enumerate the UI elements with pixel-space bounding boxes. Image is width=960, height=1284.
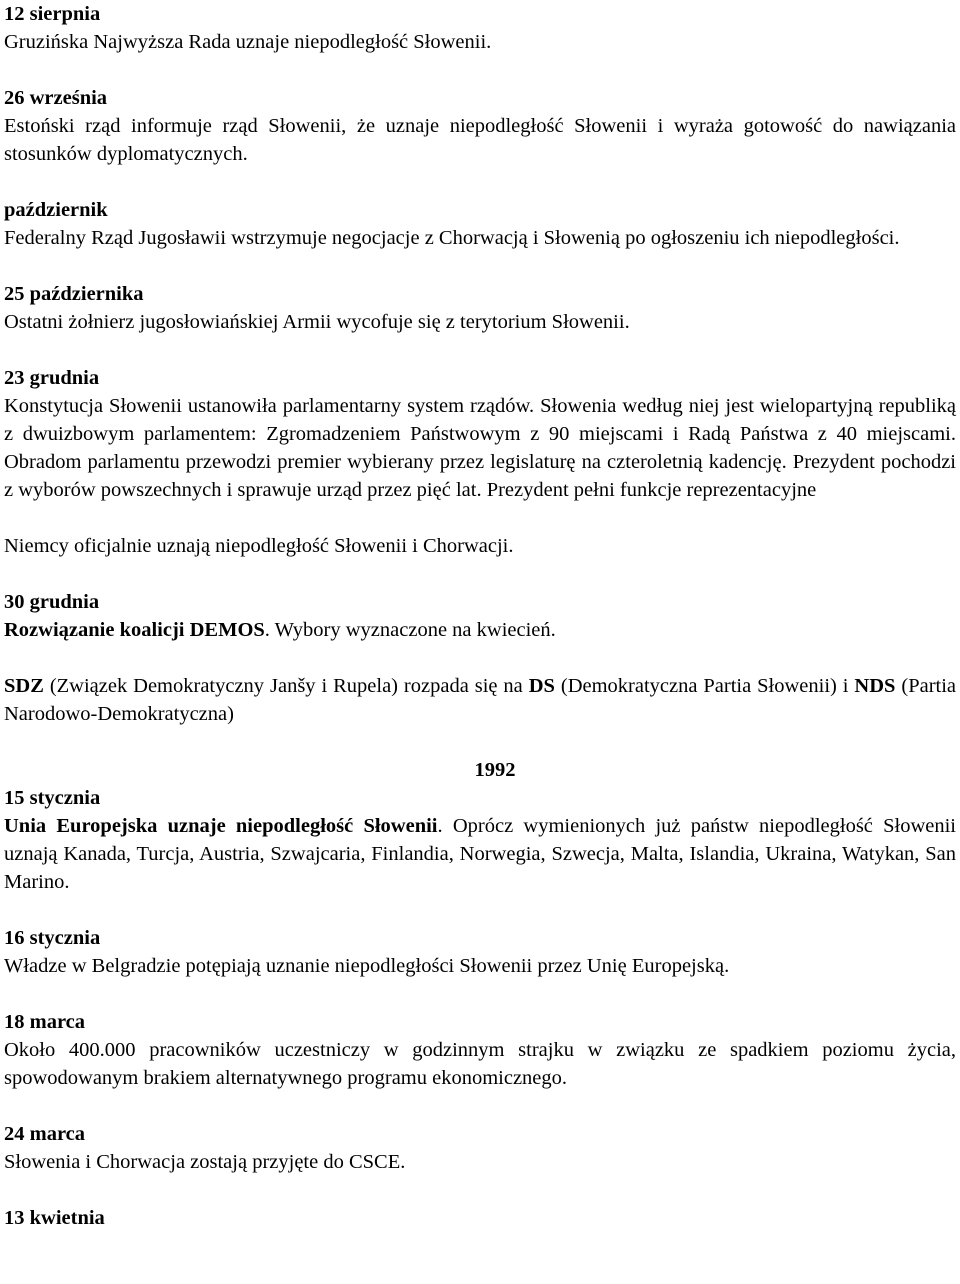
sdz-text: (Partia Narodowo-Demokratyczna) — [4, 675, 957, 725]
timeline-entry — [4, 672, 956, 728]
entry-date: 18 marca — [4, 1011, 86, 1033]
timeline-entry — [4, 1008, 956, 1092]
timeline-entry — [4, 280, 956, 336]
timeline-entry — [4, 784, 956, 896]
party-nds: NDS — [854, 675, 896, 697]
entry-date: 24 marca — [4, 1123, 86, 1145]
entry-text: Władze w Belgradzie potępiają uznanie niepodległości Słowenii przez Unię Europejską. — [4, 955, 730, 977]
party-ds: DS — [528, 675, 555, 697]
entry-text: Słowenia i Chorwacja zostają przyjęte do CSCE. — [4, 1151, 406, 1173]
entry-text: Ostatni żołnierz jugosłowiańskiej Armii wycofuje się z terytorium Słowenii. — [4, 311, 630, 333]
timeline-entry — [4, 84, 956, 168]
sdz-text: (Związek Demokratyczny Janšy i Rupela) rozpada się na — [43, 675, 529, 697]
entry-text: Niemcy oficjalnie uznają niepodległość Słowenii i Chorwacji. — [4, 535, 514, 557]
entry-bold-text: Unia Europejska uznaje niepodległość Słowenii — [4, 815, 438, 837]
entry-bold-text: Rozwiązanie koalicji DEMOS — [4, 619, 265, 641]
sdz-text: (Demokratyczna Partia Słowenii) i — [554, 675, 855, 697]
timeline-entry — [4, 924, 956, 980]
timeline-entry — [4, 588, 956, 644]
entry-text: Konstytucja Słowenii ustanowiła parlamentarny system rządów. Słowenia według niej jest wielopartyjną republiką z dwuizbowym parlamentem: Zgromadzeniem Państwowym z 90 miejscami i Radą Państwa z 40 miejscami. Obradom parlamentu przewodzi premier wybierany przez legislaturę na czteroletnią kadencję. Prezydent pochodzi z wyborów powszechnych i sprawuje urząd przez pięć lat. Prezydent pełni funkcje reprezentacyjne — [4, 395, 956, 501]
timeline-entry — [4, 196, 956, 252]
timeline-entry — [4, 1204, 956, 1232]
entry-text: Federalny Rząd Jugosławii wstrzymuje negocjacje z Chorwacją i Słowenią po ogłoszeniu ich niepodległości. — [4, 227, 900, 249]
entry-rest-text: . Wybory wyznaczone na kwiecień. — [264, 619, 556, 641]
entry-date: 13 kwietnia — [4, 1207, 105, 1229]
entry-date: 26 września — [4, 87, 108, 109]
entry-rest-text: . Oprócz wymienionych już państw niepodległość Słowenii uznają Kanada, Turcja, Austria, Szwajcaria, Finlandia, Norwegia, Szwecja, Malta, Islandia, Ukraina, Watykan, San Marino. — [4, 815, 957, 893]
entry-text — [4, 812, 956, 896]
party-sdz: SDZ — [4, 675, 44, 697]
entry-date: 25 października — [4, 283, 144, 305]
entry-text: Gruzińska Najwyższa Rada uznaje niepodległość Słowenii. — [4, 31, 492, 53]
timeline-entry — [4, 532, 956, 560]
timeline-entry — [4, 0, 956, 56]
entry-date: 16 stycznia — [4, 927, 101, 949]
entry-date: 15 stycznia — [4, 787, 101, 809]
entry-date: 12 sierpnia — [4, 3, 101, 25]
entry-date: 23 grudnia — [4, 367, 100, 389]
entry-text: Około 400.000 pracowników uczestniczy w godzinnym strajku w związku ze spadkiem poziomu życia, spowodowanym brakiem alternatywnego programu ekonomicznego. — [4, 1039, 956, 1089]
entry-text: Estoński rząd informuje rząd Słowenii, że uznaje niepodległość Słowenii i wyraża gotowość do nawiązania stosunków dyplomatycznych. — [4, 115, 956, 165]
entry-date: 30 grudnia — [4, 591, 100, 613]
entry-date: październik — [4, 199, 108, 221]
sdz-paragraph — [4, 672, 956, 728]
timeline-entry — [4, 1120, 956, 1176]
entry-text — [4, 616, 956, 644]
timeline-entry — [4, 364, 956, 504]
year-heading: 1992 — [474, 759, 516, 781]
